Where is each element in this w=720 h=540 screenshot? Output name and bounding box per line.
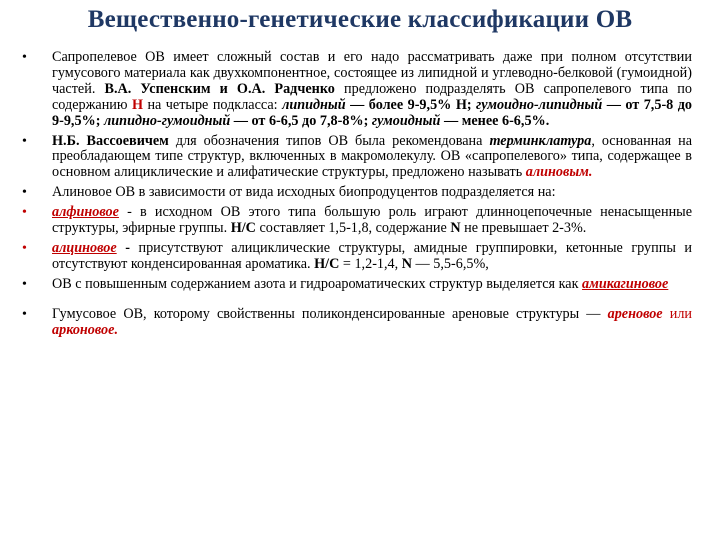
term-amikaginovoe: амикагиновое xyxy=(582,275,669,292)
bullet-icon: • xyxy=(22,205,27,221)
authors-uspensky-radchenko: В.А. Успенским и О.А. Радченко xyxy=(104,80,335,97)
list-item-vassoevich: • Н.Б. Вассоевичем для обозначения типов ОВ была рекомендована терминклатура, основанная на преобладающем типе структур, включенных в макромолекулу. ОВ «сапропелевого» типа, содержащее в основном алициклические и алифатические структуры, предложено называть алиновым. xyxy=(22,132,692,181)
author-vassoevich: Н.Б. Вассоевичем xyxy=(52,132,169,149)
term-terminology: терминклатура xyxy=(489,132,592,149)
bullet-list xyxy=(22,50,692,343)
hc-ratio-label: Н/С xyxy=(230,220,256,237)
term-alcinovoe: алциновое xyxy=(52,239,117,256)
term-humoid: гумоидный xyxy=(371,112,441,129)
hydrogen-symbol: Н xyxy=(131,96,143,113)
term-alfinovoe: алфиновое xyxy=(52,204,119,221)
term-alinovoe: алиновым. xyxy=(525,164,593,181)
bullet-icon: • xyxy=(22,240,27,256)
hc-ratio-label: Н/С xyxy=(314,255,340,272)
bullet-icon: • xyxy=(22,306,27,322)
list-item-sapropel: • Сапропелевое ОВ имеет сложный состав и его надо рассматривать даже при полном отсутствии гумусового материала как двухкомпонентное, состоящее из липидной и углеводно-белковой (гумоидной) частей. В.А. Успенским и О.А. Радченко предложено подразделять ОВ сапропелевого типа по содержанию Н на четыре подкласса: липидный — более 9-9,5% Н; гумоидно-липидный — от 7,5-8 до 9-9,5%; липидно-гумоидный — от 6-6,5 до 7,8-8%; гумоидный — менее 6-6,5%. xyxy=(22,49,693,129)
list-item-alfinovoe: • алфиновое - в исходном ОВ этого типа большую роль играют длинноцепочечные ненасыщенные структуры, эфирные группы. Н/С составляет 1,5-1,8, содержание N не превышает 2-3%. xyxy=(22,204,692,237)
bullet-icon: • xyxy=(22,185,27,201)
list-item-alinovoe: • Алиновое ОВ в зависимости от вида исходных биопродуцентов подразделяется на: xyxy=(22,184,556,201)
list-item-alcinovoe: • алциновое - присутствуют алициклические структуры, амидные группировки, кетонные группы и отсутствуют конденсированная ароматика. Н/С = 1,2-1,4, N — 5,5-6,5%, xyxy=(22,239,692,272)
bullet-icon: • xyxy=(22,50,27,65)
nitrogen-symbol: N xyxy=(450,220,461,237)
term-arenovoe: ареновое xyxy=(607,305,663,322)
term-lipid: липидный xyxy=(282,96,346,113)
page-title: Вещественно-генетические классификации ОВ xyxy=(87,6,633,33)
bullet-icon: • xyxy=(22,133,27,149)
term-lipid-humoid: липидно-гумоидный xyxy=(104,112,231,129)
list-item-humus: • Гумусовое ОВ, которому свойственны поликонденсированные ареновые структуры — ареновое или арконовое. xyxy=(22,305,693,338)
term-humoid-lipid: гумоидно-липидный xyxy=(476,96,603,113)
list-item-amikaginovoe: • ОВ с повышенным содержанием азота и гидроароматических структур выделяется как амикагиновое xyxy=(22,275,669,292)
bullet-icon: • xyxy=(22,276,27,292)
term-arkonovoe: арконовое. xyxy=(52,321,118,338)
nitrogen-symbol: N xyxy=(401,255,412,272)
